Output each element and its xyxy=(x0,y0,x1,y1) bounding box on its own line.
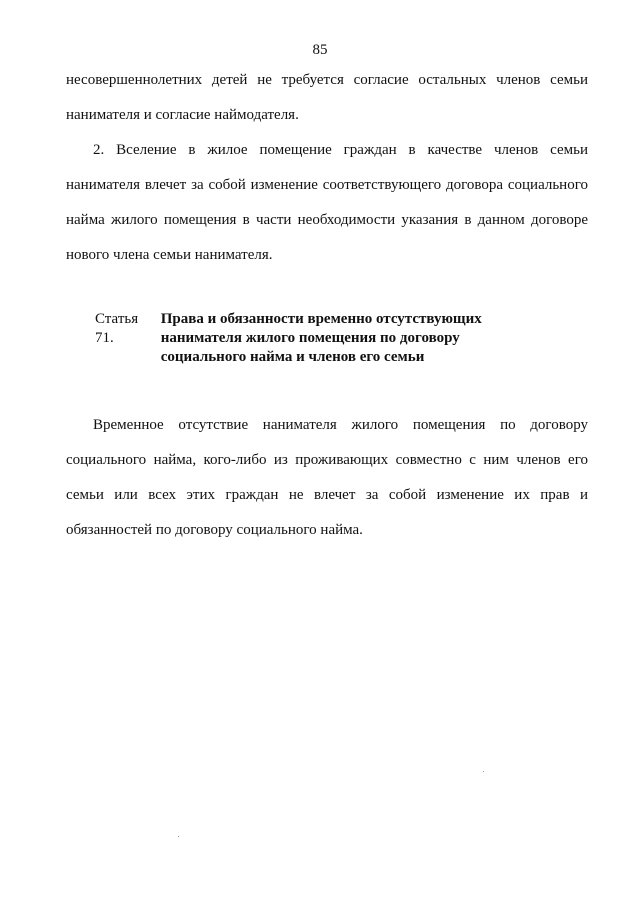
article-body: Временное отсутствие нанимателя жилого помещения по договору социального найма, кого-либо из проживающих совместно с ним членов его семьи или всех этих граждан не влечет за собой изменение их прав и обязанностей по договору социального найма. xyxy=(66,417,588,538)
paragraph-item-2: 2. Вселение в жилое помещение граждан в качестве членов семьи нанимателя влечет за собой изменение соответствующего договора социального найма жилого помещения в части необходимости указания в данном договоре нового члена семьи нанимателя. xyxy=(66,142,588,263)
article-label: Статья 71. xyxy=(95,311,139,346)
scan-speck xyxy=(483,771,484,772)
article-title: Права и обязанности временно отсутствующих нанимателя жилого помещения по договору социального найма и членов его семьи xyxy=(160,311,482,365)
paragraph-continuation: несовершеннолетних детей не требуется согласие остальных членов семьи нанимателя и согласие наймодателя. xyxy=(66,72,588,123)
article-heading xyxy=(95,310,575,367)
page-number: 85 xyxy=(312,42,328,58)
scan-speck xyxy=(178,836,179,837)
